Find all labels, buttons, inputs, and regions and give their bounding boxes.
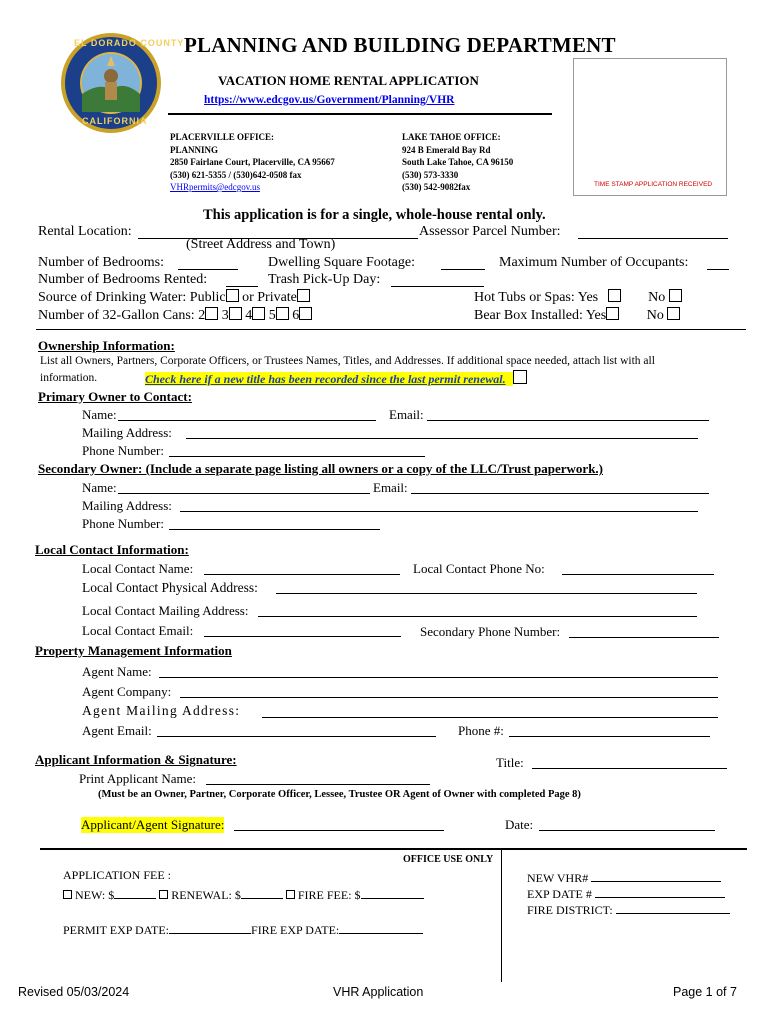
- secondary-phone-field[interactable]: [569, 625, 719, 638]
- cans-3-checkbox[interactable]: [229, 307, 242, 320]
- local-contact-mailing-label: Local Contact Mailing Address:: [82, 603, 249, 618]
- placerville-line1: PLANNING: [170, 144, 219, 155]
- new-vhr-row: [527, 871, 721, 886]
- primary-email-field[interactable]: [427, 408, 709, 421]
- department-title: PLANNING AND BUILDING DEPARTMENT: [184, 33, 616, 57]
- county-seal: [60, 32, 185, 134]
- fire-district-field[interactable]: [616, 903, 730, 914]
- placerville-line3: (530) 621-5355 / (530)642-0508 fax: [170, 169, 302, 180]
- vhr-url-link[interactable]: https://www.edcgov.us/Government/Planning/VHR: [204, 94, 455, 106]
- trash-day-field[interactable]: [391, 273, 484, 287]
- agent-company-field[interactable]: [180, 685, 718, 698]
- secondary-mailing-label: Mailing Address:: [82, 498, 172, 513]
- bedrooms-rented-label: Number of Bedrooms Rented:: [38, 272, 208, 287]
- footer-revised: Revised 05/03/2024: [18, 985, 130, 999]
- apn-label: Assessor Parcel Number:: [419, 224, 561, 239]
- bear-box-no-label: No: [646, 308, 664, 323]
- secondary-name-field[interactable]: [118, 481, 370, 494]
- local-contact-phone-label: Local Contact Phone No:: [413, 561, 545, 576]
- agent-email-field[interactable]: [157, 724, 436, 737]
- agent-address-label: Agent Mailing Address:: [82, 703, 241, 718]
- water-private-checkbox[interactable]: [297, 289, 310, 302]
- bear-box-yes-checkbox[interactable]: [606, 307, 619, 320]
- local-contact-physical-field[interactable]: [276, 581, 697, 594]
- local-contact-name-field[interactable]: [204, 562, 400, 575]
- bedrooms-rented-field[interactable]: [226, 273, 258, 287]
- seal-text-top: EL DORADO COUNTY: [74, 38, 185, 48]
- cans-row: [38, 307, 312, 324]
- agent-address-field[interactable]: [262, 704, 718, 718]
- signature-label: Applicant/Agent Signature:: [81, 817, 225, 832]
- secondary-owner-heading: Secondary Owner: (Include a separate page listing all owners or a copy of the LLC/Trust paperwork.): [38, 461, 603, 476]
- form-title: VACATION HOME RENTAL APPLICATION: [218, 73, 479, 88]
- cans-label: Number of 32-Gallon Cans: 2: [38, 308, 206, 323]
- secondary-email-label: Email:: [373, 480, 408, 495]
- street-hint: (Street Address and Town): [186, 237, 336, 252]
- cans-6-label: 6: [292, 308, 300, 323]
- max-occupants-label: Maximum Number of Occupants:: [499, 255, 689, 270]
- secondary-mailing-field[interactable]: [180, 499, 698, 512]
- fire-exp-field[interactable]: [339, 921, 423, 934]
- ownership-heading: Ownership Information:: [38, 338, 175, 353]
- hot-tubs-no-label: No: [648, 290, 666, 305]
- renewal-checkbox[interactable]: [159, 890, 168, 899]
- fire-exp-label: FIRE EXP DATE:: [251, 923, 340, 937]
- bedrooms-field[interactable]: [178, 256, 238, 270]
- new-label: NEW: $: [75, 888, 115, 902]
- secondary-email-field[interactable]: [411, 481, 709, 494]
- timestamp-label: TIME STAMP APPLICATION RECEIVED: [594, 181, 713, 188]
- local-contact-email-field[interactable]: [204, 624, 401, 637]
- primary-phone-field[interactable]: [169, 444, 425, 457]
- cans-5-checkbox[interactable]: [276, 307, 289, 320]
- bear-box-no-checkbox[interactable]: [667, 307, 680, 320]
- cans-5-label: 5: [268, 308, 276, 323]
- seal-text-bottom: CALIFORNIA: [82, 116, 148, 126]
- hot-tubs-label: Hot Tubs or Spas: Yes: [474, 290, 599, 305]
- bedrooms-label: Number of Bedrooms:: [38, 255, 164, 270]
- cans-4-label: 4: [245, 308, 253, 323]
- applicant-heading: Applicant Information & Signature:: [35, 752, 237, 767]
- local-contact-email-label: Local Contact Email:: [82, 623, 194, 638]
- permit-exp-label: PERMIT EXP DATE:: [63, 923, 170, 937]
- hot-tubs-yes-checkbox[interactable]: [608, 289, 621, 302]
- permit-exp-field[interactable]: [169, 921, 251, 934]
- hot-tubs-row: [474, 289, 682, 306]
- cans-4-checkbox[interactable]: [252, 307, 265, 320]
- placerville-line2: 2850 Fairlane Court, Placerville, CA 95667: [170, 157, 335, 167]
- office-use-rule: [40, 848, 747, 850]
- date-field[interactable]: [539, 818, 715, 831]
- agent-phone-label: Phone #:: [458, 723, 504, 738]
- fire-district-label: FIRE DISTRICT:: [527, 903, 613, 917]
- placerville-office: [170, 131, 335, 194]
- exp-date-row: [527, 887, 725, 902]
- date-label: Date:: [505, 817, 534, 832]
- tahoe-line2: South Lake Tahoe, CA 96150: [402, 157, 514, 167]
- sqft-label: Dwelling Square Footage:: [268, 255, 415, 270]
- tahoe-line4: (530) 542-9082fax: [402, 182, 471, 192]
- local-contact-mailing-field[interactable]: [258, 604, 697, 617]
- local-contact-heading: Local Contact Information:: [35, 542, 189, 557]
- exp-date-label: EXP DATE #: [527, 887, 592, 901]
- agent-company-label: Agent Company:: [82, 684, 172, 699]
- new-title-label: Check here if a new title has been recorded since the last permit renewal.: [145, 372, 506, 386]
- local-contact-name-label: Local Contact Name:: [82, 561, 194, 576]
- bear-box-label: Bear Box Installed: Yes: [474, 308, 607, 323]
- primary-mailing-field[interactable]: [186, 426, 698, 439]
- primary-email-label: Email:: [389, 407, 424, 422]
- local-contact-phone-field[interactable]: [562, 562, 714, 575]
- ownership-instructions-1: List all Owners, Partners, Corporate Officers, or Trustees Names, Titles, and Addresses. If additional space needed, attach list with all: [40, 355, 655, 367]
- hot-tubs-no-checkbox[interactable]: [669, 289, 682, 302]
- water-private-label: or Private: [242, 290, 297, 305]
- applicant-note: (Must be an Owner, Partner, Corporate Officer, Lessee, Trustee OR Agent of Owner with completed Page 8): [98, 789, 581, 800]
- new-vhr-field[interactable]: [591, 871, 721, 882]
- application-fee-label: APPLICATION FEE :: [63, 868, 172, 882]
- intro-text: This application is for a single, whole-house rental only.: [203, 207, 546, 223]
- apn-field[interactable]: [578, 225, 728, 239]
- trash-day-label: Trash Pick-Up Day:: [268, 272, 381, 287]
- property-mgmt-heading: Property Management Information: [35, 643, 232, 658]
- tahoe-line1: 924 B Emerald Bay Rd: [402, 144, 491, 155]
- office-use-vertical-rule: [501, 850, 502, 982]
- new-title-row: [145, 370, 527, 387]
- secondary-phone-label: Phone Number:: [82, 516, 164, 531]
- tahoe-line3: (530) 573-3330: [402, 169, 459, 180]
- cans-6-checkbox[interactable]: [299, 307, 312, 320]
- primary-name-field[interactable]: [118, 408, 376, 421]
- header-rule: [168, 113, 552, 115]
- footer-center: VHR Application: [333, 985, 424, 999]
- agent-name-field[interactable]: [159, 665, 718, 678]
- agent-email-label: Agent Email:: [82, 723, 152, 738]
- fire-district-row: [527, 903, 730, 918]
- agent-phone-field[interactable]: [509, 724, 710, 737]
- rental-location-label: Rental Location:: [38, 224, 132, 239]
- applicant-title-field[interactable]: [532, 756, 727, 769]
- primary-mailing-label: Mailing Address:: [82, 425, 172, 440]
- signature-field[interactable]: [234, 818, 444, 831]
- primary-owner-heading: Primary Owner to Contact:: [38, 389, 192, 404]
- secondary-name-label: Name:: [82, 480, 117, 495]
- water-public-label: Source of Drinking Water: Public: [38, 290, 226, 305]
- max-occupants-field[interactable]: [707, 256, 729, 270]
- fee-row: [63, 886, 424, 903]
- section-divider: [36, 329, 746, 330]
- fire-fee-field[interactable]: [361, 886, 424, 899]
- fire-fee-checkbox[interactable]: [286, 890, 295, 899]
- exp-row: [63, 921, 423, 938]
- fire-fee-label: FIRE FEE: $: [297, 888, 361, 902]
- water-public-checkbox[interactable]: [226, 289, 239, 302]
- office-use-heading: OFFICE USE ONLY: [403, 854, 494, 865]
- secondary-phone-label: Secondary Phone Number:: [420, 624, 561, 639]
- print-name-label: Print Applicant Name:: [79, 771, 196, 786]
- exp-date-field[interactable]: [595, 887, 725, 898]
- cans-2-checkbox[interactable]: [205, 307, 218, 320]
- applicant-title-label: Title:: [496, 755, 524, 770]
- local-contact-physical-label: Local Contact Physical Address:: [82, 580, 258, 595]
- placerville-heading: PLACERVILLE OFFICE:: [170, 132, 274, 142]
- ownership-instructions-2: information.: [40, 372, 98, 384]
- tahoe-office: [402, 131, 513, 194]
- vhr-email-link[interactable]: VHRpermits@edcgov.us: [170, 182, 260, 192]
- primary-name-label: Name:: [82, 407, 117, 422]
- water-source-row: [38, 289, 310, 306]
- agent-name-label: Agent Name:: [82, 664, 152, 679]
- new-vhr-label: NEW VHR#: [527, 871, 589, 885]
- timestamp-box: [573, 58, 727, 196]
- tahoe-heading: LAKE TAHOE OFFICE:: [402, 132, 501, 142]
- secondary-phone-field[interactable]: [169, 517, 380, 530]
- renewal-label: RENEWAL: $: [171, 888, 241, 902]
- new-checkbox[interactable]: [63, 890, 72, 899]
- print-name-field[interactable]: [206, 772, 430, 785]
- primary-phone-label: Phone Number:: [82, 443, 164, 458]
- sqft-field[interactable]: [441, 256, 485, 270]
- cans-3-label: 3: [221, 308, 229, 323]
- new-fee-field[interactable]: [114, 886, 156, 899]
- footer-page: Page 1 of 7: [673, 985, 737, 999]
- bear-box-row: [474, 307, 680, 324]
- renewal-fee-field[interactable]: [241, 886, 283, 899]
- new-title-checkbox[interactable]: [513, 370, 527, 384]
